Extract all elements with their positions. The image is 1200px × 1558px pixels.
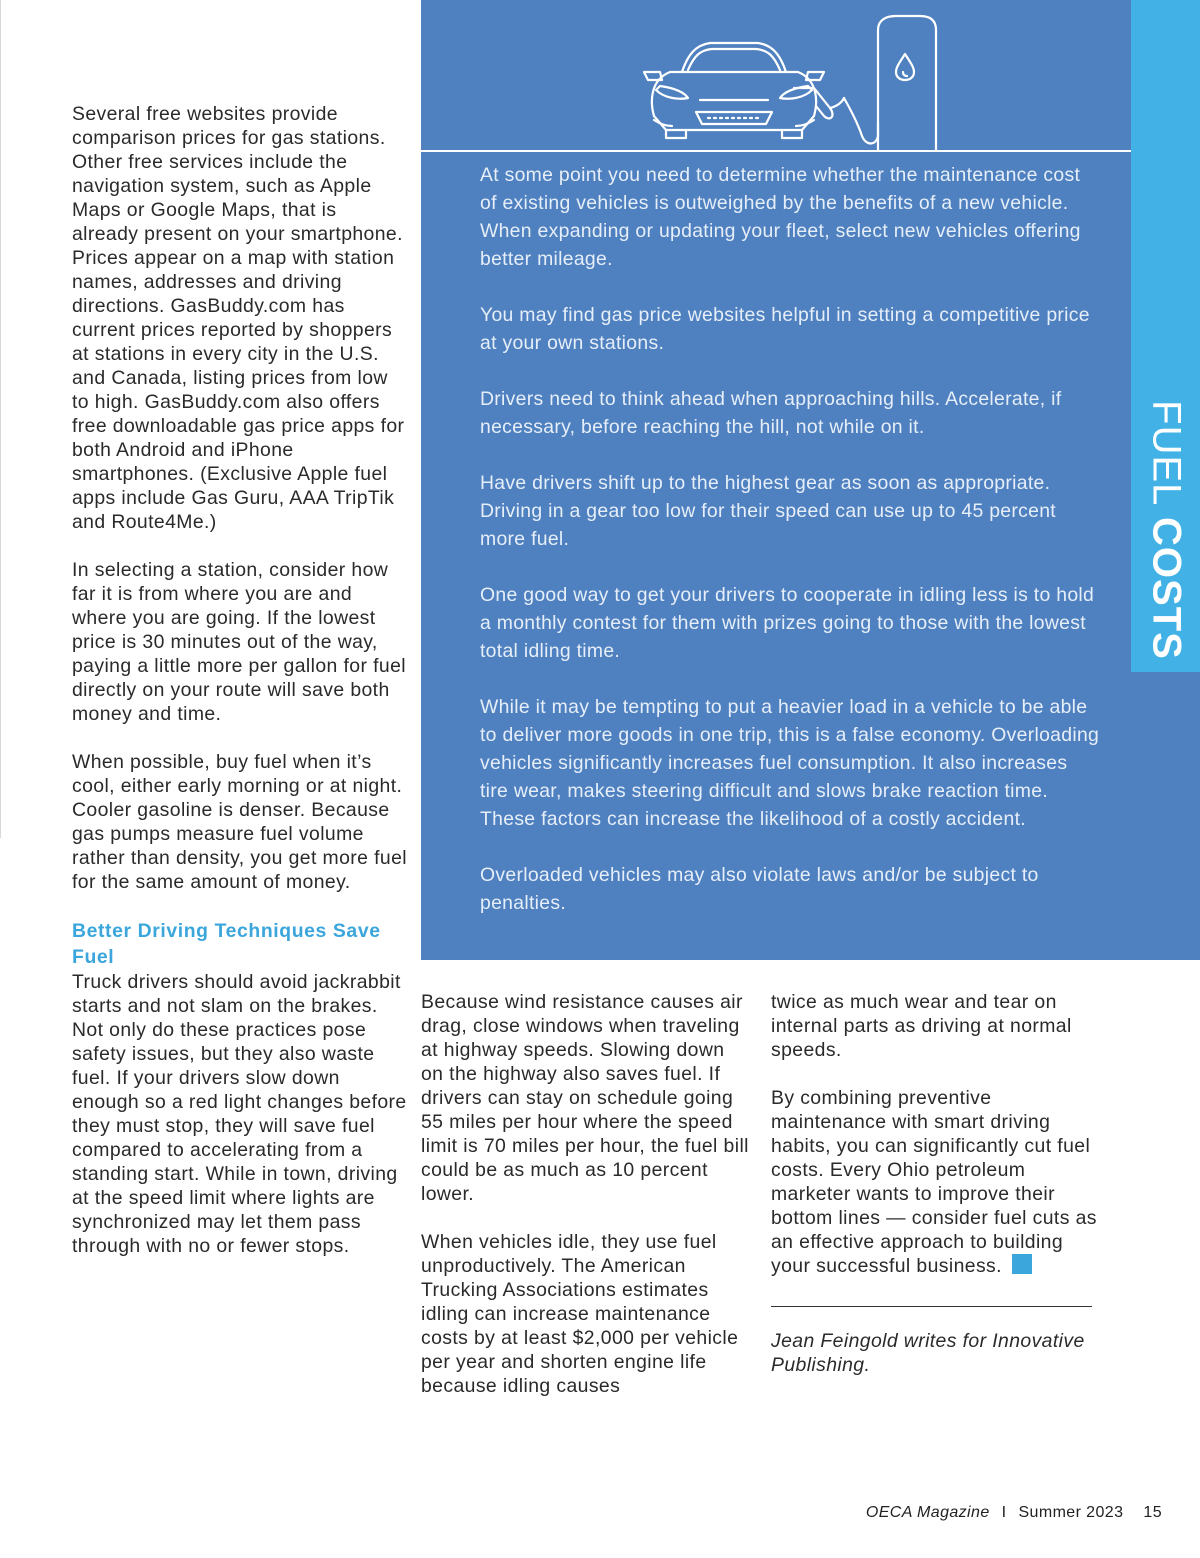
end-mark-icon — [1012, 1254, 1032, 1274]
right-paragraph-1: twice as much wear and tear on internal parts as driving at normal speeds. — [771, 991, 1072, 1061]
section-tab-word-2: COSTS — [1144, 517, 1189, 660]
sidebar-text — [480, 161, 1100, 917]
left-paragraph-3: When possible, buy fuel when it’s cool, either early morning or at night. Cooler gasoline is denser. Because gas pumps measure fuel volume rather than density, you get more fuel for the same amount of money. — [72, 751, 407, 893]
page-edge-rule — [0, 0, 1, 838]
magazine-name: OECA Magazine — [865, 1504, 990, 1521]
section-heading: Better Driving Techniques Save Fuel — [72, 920, 381, 968]
page-footer — [866, 1504, 1162, 1522]
sidebar-paragraph-7: Overloaded vehicles may also violate laws and/or be subject to penalties. — [480, 864, 1039, 914]
left-paragraph-4: Truck drivers should avoid jackrabbit starts and not slam on the brakes. Not only do these practices pose safety issues, but they also waste fuel. If your drivers slow down enough so a red light changes before they must stop, they will save fuel compared to accelerating from a standing start. While in town, driving at the speed limit where lights are synchronized may let them pass through with no or fewer stops. — [72, 971, 407, 1257]
left-paragraph-2: In selecting a station, consider how far it is from where you are and where you are going. If the lowest price is 30 minutes out of the way, paying a little more per gallon for fuel directly on your route will save both money and time. — [72, 559, 406, 725]
page-number: 15 — [1143, 1504, 1162, 1521]
fuel-nozzle-icon — [794, 88, 878, 144]
sidebar-paragraph-3: Drivers need to think ahead when approaching hills. Accelerate, if necessary, before reaching the hill, not while on it. — [480, 388, 1062, 438]
byline-divider — [771, 1306, 1092, 1307]
middle-paragraph-2: When vehicles idle, they use fuel unproductively. The American Trucking Associations estimates idling can increase maintenance costs by at least $2,000 per vehicle per year and shorten engine life because idling causes — [421, 1231, 739, 1397]
sidebar-paragraph-6: While it may be tempting to put a heavier load in a vehicle to be able to deliver more goods in one trip, this is a false economy. Overloading vehicles significantly increases fuel consumption. It also increases tire wear, makes steering difficult and slows brake reaction time. These factors can increase the likelihood of a costly accident. — [480, 696, 1100, 830]
left-paragraph-1: Several free websites provide comparison prices for gas stations. Other free services include the navigation system, such as Apple Maps or Google Maps, that is already present on your smartphone. Prices appear on a map with station names, addresses and driving directions. GasBuddy.com has current prices reported by shoppers at stations in every city in the U.S. and Canada, listing prices from low to high. GasBuddy.com also offers free downloadable gas price apps for both Android and iPhone smartphones. (Exclusive Apple fuel apps include Gas Guru, AAA TripTik and Route4Me.) — [72, 103, 405, 533]
issue-date: Summer 2023 — [1018, 1504, 1124, 1521]
car-icon — [644, 43, 824, 138]
section-heading-block — [72, 918, 407, 1258]
author-byline: Jean Feingold writes for Innovative Publishing. — [771, 1330, 1085, 1376]
sidebar-paragraph-2: You may find gas price websites helpful in setting a competitive price at your own stations. — [480, 304, 1090, 354]
left-column — [72, 102, 407, 1258]
middle-column — [421, 990, 751, 1398]
panel-divider — [421, 150, 1131, 152]
fuel-pump-icon — [878, 16, 936, 150]
sidebar-paragraph-5: One good way to get your drivers to cooperate in idling less is to hold a monthly contest for them with prizes going to those with the lowest total idling time. — [480, 584, 1095, 662]
closing-text: By combining preventive maintenance with smart driving habits, you can significantly cut fuel costs. Every Ohio petroleum marketer wants to improve their bottom lines — consider fuel cuts as an effective approach to building your successful business. — [771, 1087, 1097, 1277]
sidebar-paragraph-4: Have drivers shift up to the highest gear as soon as appropriate. Driving in a gear too low for their speed can use up to 45 percent more fuel. — [480, 472, 1056, 550]
sidebar-paragraph-1: At some point you need to determine whether the maintenance cost of existing vehicles is outweighed by the benefits of a new vehicle. When expanding or updating your fleet, select new vehicles offering better mileage. — [480, 164, 1081, 270]
section-tab-label — [1144, 400, 1189, 660]
section-tab-word-1: FUEL — [1144, 400, 1189, 505]
car-fuel-pump-illustration — [630, 12, 950, 150]
right-paragraph-2 — [771, 1086, 1101, 1278]
right-column — [771, 990, 1101, 1401]
footer-separator: I — [1001, 1504, 1007, 1521]
middle-paragraph-1: Because wind resistance causes air drag, close windows when traveling at highway speeds. Slowing down on the highway also saves fuel. If drivers can stay on schedule going 55 miles per hour where the speed limit is 70 miles per hour, the fuel bill could be as much as 10 percent lower. — [421, 991, 749, 1205]
